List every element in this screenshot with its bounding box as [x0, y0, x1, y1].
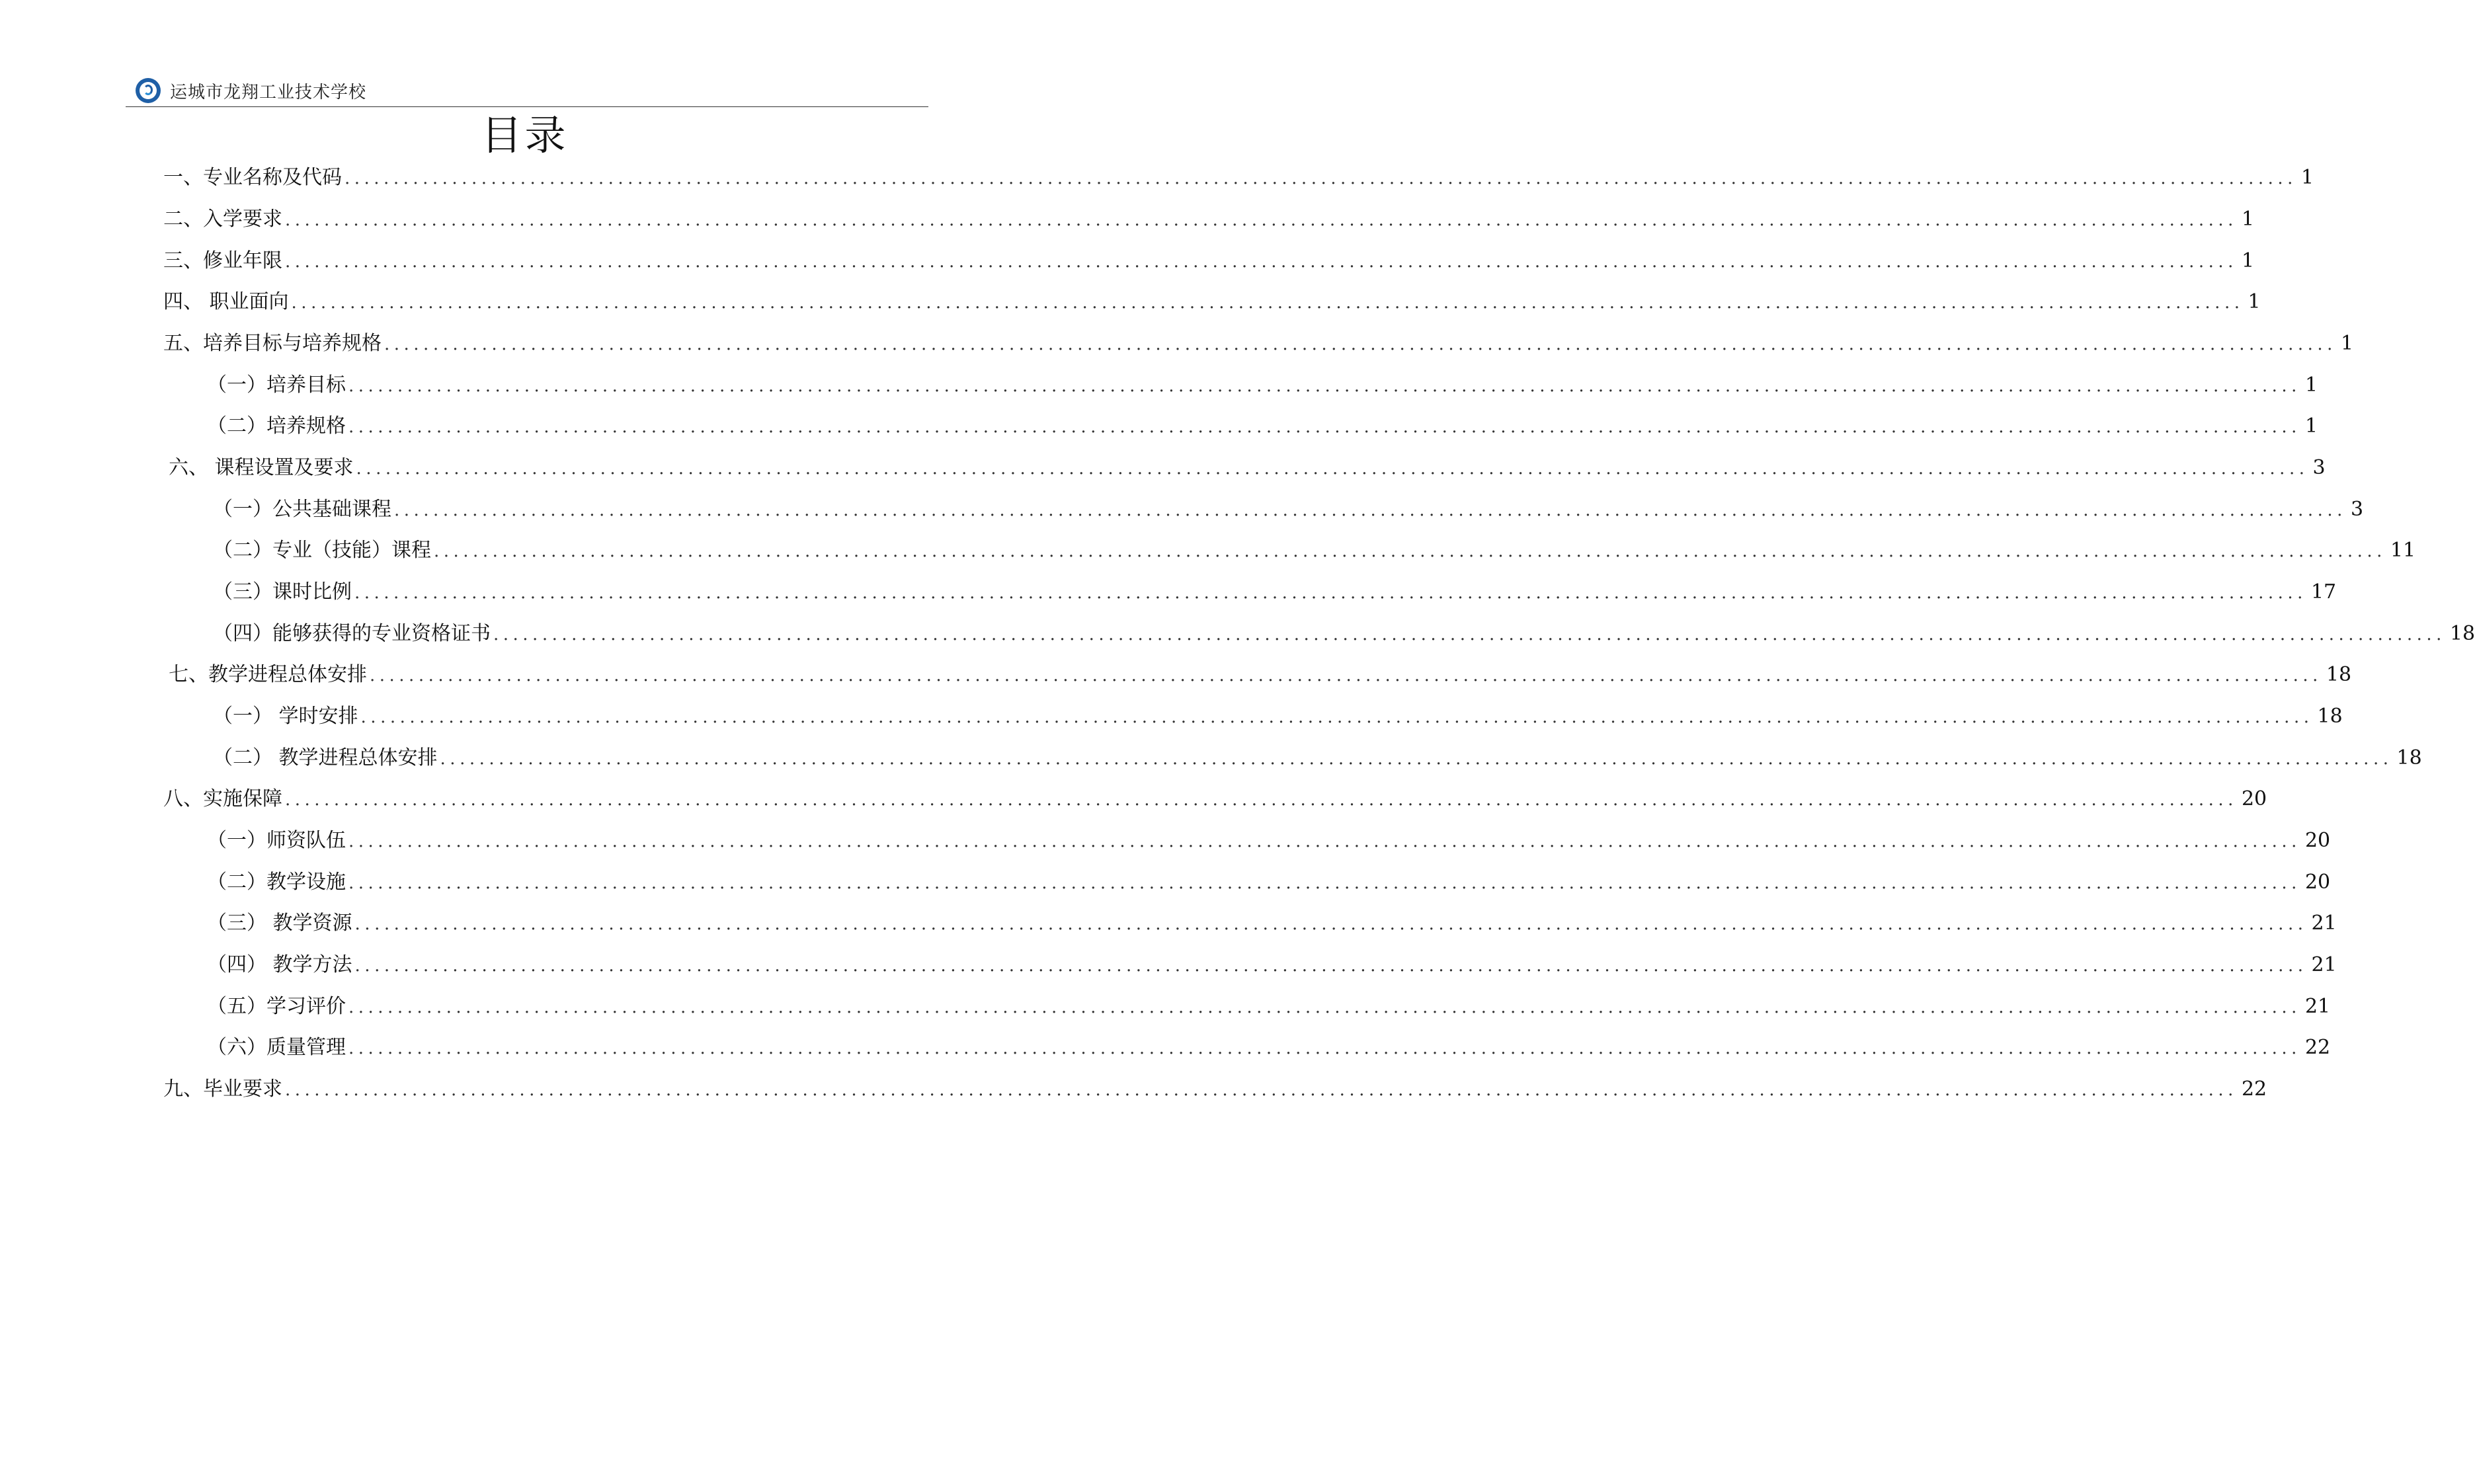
toc-leader-dots: ........................................................................................................................................................................................................	[348, 873, 2301, 893]
toc-leader-dots: ........................................................................................................................................................................................................	[370, 666, 2322, 685]
toc-entry-text: 七、教学进程总体安排	[169, 663, 367, 686]
toc-entry-text: （二） 教学进程总体安排	[213, 746, 438, 769]
toc-leader-dots: ........................................................................................................................................................................................................	[440, 749, 2393, 769]
toc-entry[interactable]	[163, 205, 2255, 234]
toc-entry[interactable]	[207, 826, 2331, 855]
toc-entry[interactable]	[207, 992, 2331, 1021]
toc-leader-dots: ........................................................................................................................................................................................................	[384, 334, 2337, 354]
toc-entry[interactable]	[213, 619, 2475, 648]
toc-entry[interactable]	[169, 453, 2326, 483]
page-header	[126, 74, 928, 107]
toc-entry-text: 九、毕业要求	[163, 1077, 282, 1101]
toc-entry-page: 21	[2304, 995, 2331, 1018]
toc-entry-page: 1	[2248, 290, 2261, 313]
toc-entry-page: 20	[2241, 787, 2267, 810]
toc-entry-page: 20	[2304, 829, 2331, 852]
toc-entry-text: （一）培养目标	[207, 373, 346, 397]
toc-entry-page: 1	[2300, 166, 2314, 189]
toc-entry-page: 1	[2340, 332, 2354, 355]
toc-entry-text: （五）学习评价	[207, 995, 346, 1018]
toc-entry-page: 20	[2304, 871, 2331, 894]
toc-entry-text: （二）教学设施	[207, 871, 346, 894]
toc-entry-text: 二、入学要求	[163, 208, 282, 231]
toc-entry[interactable]	[207, 371, 2318, 400]
toc-entry-text: 八、实施保障	[163, 787, 282, 810]
toc-entry[interactable]	[207, 951, 2337, 980]
toc-entry-page: 1	[2304, 414, 2318, 438]
toc-entry[interactable]	[163, 163, 2314, 192]
toc-entry-text: （六）质量管理	[207, 1036, 346, 1059]
toc-entry-text: （四） 教学方法	[207, 953, 352, 976]
toc-entry-page: 18	[2326, 663, 2352, 686]
toc-entry-page: 22	[2241, 1077, 2267, 1101]
toc-entry[interactable]	[163, 1075, 2267, 1104]
toc-entry-text: 三、修业年限	[163, 249, 282, 272]
toc-entry-page: 21	[2311, 953, 2337, 976]
toc-entry-text: （一）师资队伍	[207, 829, 346, 852]
toc-leader-dots: ........................................................................................................................................................................................................	[354, 956, 2308, 976]
toc-entry[interactable]	[163, 288, 2261, 317]
toc-leader-dots: ........................................................................................................................................................................................................	[493, 625, 2446, 644]
header-divider	[126, 106, 928, 107]
toc-entry-text: （三）课时比例	[213, 580, 352, 604]
toc-leader-dots: ........................................................................................................................................................................................................	[348, 832, 2301, 851]
toc-entry[interactable]	[163, 329, 2354, 358]
toc-entry[interactable]	[163, 785, 2267, 814]
toc-entry-text: 六、 课程设置及要求	[169, 456, 354, 479]
toc-entry[interactable]	[207, 412, 2318, 441]
toc-entry-page: 18	[2449, 622, 2475, 645]
toc-leader-dots: ........................................................................................................................................................................................................	[434, 541, 2386, 561]
toc-entry-text: 一、专业名称及代码	[163, 166, 342, 189]
toc-entry-text: 五、培养目标与培养规格	[163, 332, 382, 355]
toc-leader-dots: ........................................................................................................................................................................................................	[348, 1038, 2301, 1058]
toc-entry[interactable]	[213, 495, 2364, 524]
toc-leader-dots: ........................................................................................................................................................................................................	[285, 790, 2238, 810]
toc-leader-dots: ........................................................................................................................................................................................................	[394, 500, 2347, 520]
toc-leader-dots: ........................................................................................................................................................................................................	[360, 707, 2314, 727]
toc-leader-dots: ........................................................................................................................................................................................................	[354, 583, 2307, 603]
toc-entry-page: 18	[2396, 746, 2422, 769]
toc-leader-dots: ........................................................................................................................................................................................................	[356, 459, 2309, 479]
toc-entry-text: （一） 学时安排	[213, 705, 358, 728]
toc-entry[interactable]	[207, 868, 2331, 897]
toc-entry[interactable]	[169, 660, 2352, 689]
toc-leader-dots: ........................................................................................................................................................................................................	[348, 997, 2301, 1017]
toc-leader-dots: ........................................................................................................................................................................................................	[291, 293, 2244, 313]
toc-entry-page: 1	[2304, 373, 2318, 397]
toc-leader-dots: ........................................................................................................................................................................................................	[348, 376, 2301, 396]
school-name: 运城市龙翔工业技术学校	[170, 82, 367, 102]
toc-leader-dots: ........................................................................................................................................................................................................	[285, 1080, 2238, 1100]
toc-entry-page: 1	[2241, 208, 2255, 231]
toc-entry-text: 四、 职业面向	[163, 290, 289, 313]
toc-leader-dots: ........................................................................................................................................................................................................	[348, 417, 2301, 437]
toc-entry-text: （一）公共基础课程	[213, 498, 391, 521]
toc-entry-text: （二）培养规格	[207, 414, 346, 438]
school-logo-icon	[136, 78, 161, 103]
toc-entry-page: 22	[2304, 1036, 2331, 1059]
toc-entry-text: （二）专业（技能）课程	[213, 539, 431, 562]
toc-entry-page: 21	[2311, 912, 2337, 935]
toc-leader-dots: ........................................................................................................................................................................................................	[345, 169, 2297, 188]
toc-entry[interactable]	[213, 744, 2422, 773]
toc-entry-text: （四）能够获得的专业资格证书	[213, 622, 491, 645]
toc-entry-text: （三） 教学资源	[207, 912, 352, 935]
toc-entry[interactable]	[163, 247, 2255, 276]
toc-entry-page: 18	[2317, 705, 2343, 728]
toc-leader-dots: ........................................................................................................................................................................................................	[285, 252, 2238, 272]
toc-leader-dots: ........................................................................................................................................................................................................	[354, 914, 2308, 934]
toc-entry-page: 3	[2312, 456, 2326, 479]
page-title: 目录	[481, 111, 569, 159]
toc-entry-page: 11	[2390, 539, 2416, 562]
toc-entry-page: 17	[2310, 580, 2337, 604]
toc-entry[interactable]	[213, 578, 2337, 607]
toc-entry-page: 1	[2241, 249, 2255, 272]
toc-entry[interactable]	[213, 702, 2343, 731]
toc-entry[interactable]	[207, 909, 2337, 938]
toc-entry-page: 3	[2350, 498, 2364, 521]
toc-entry[interactable]	[213, 536, 2416, 565]
toc-entry[interactable]	[207, 1033, 2331, 1062]
toc-leader-dots: ........................................................................................................................................................................................................	[285, 210, 2238, 230]
